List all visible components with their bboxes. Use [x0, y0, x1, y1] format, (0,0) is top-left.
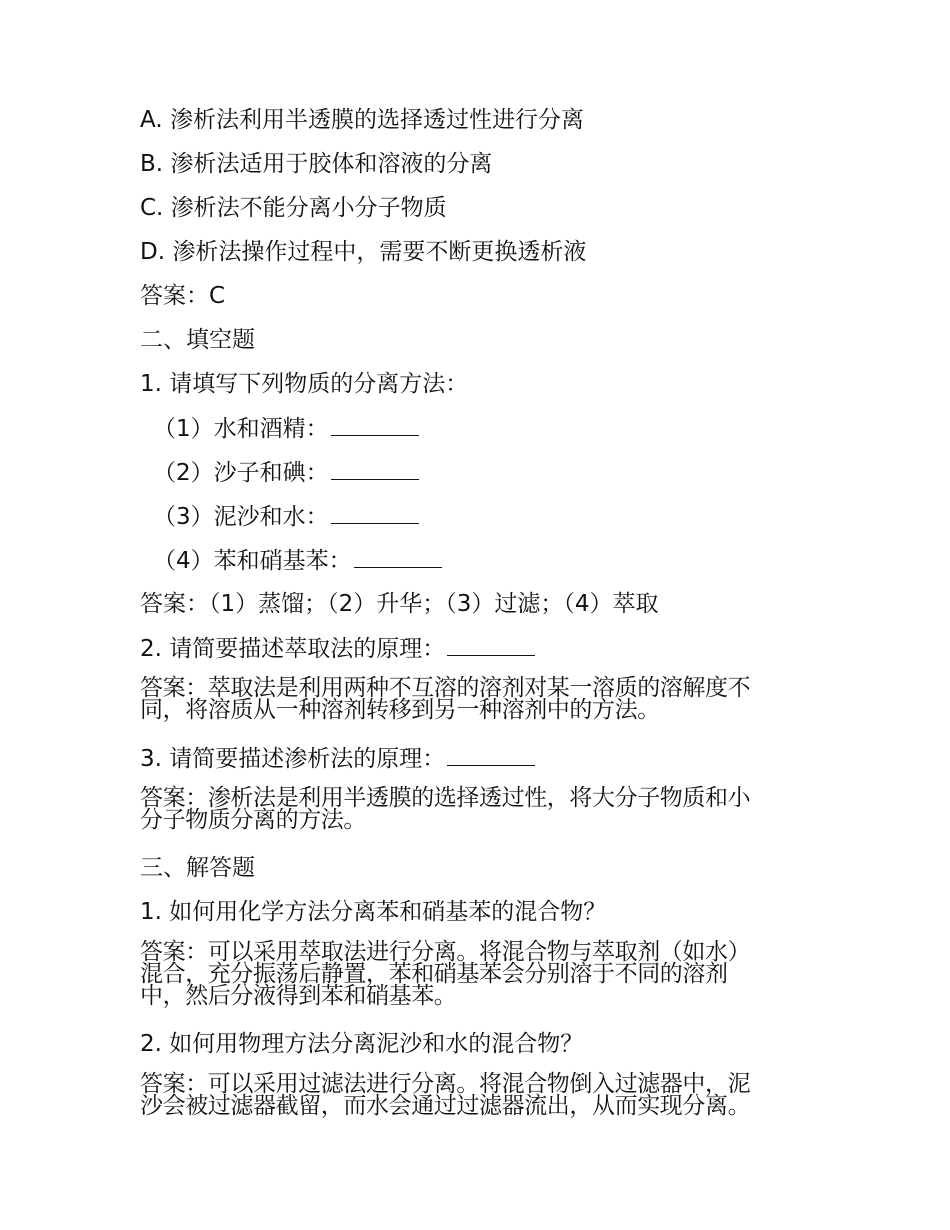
- answer-line: 分子物质分离的方法。: [140, 807, 367, 833]
- answer-blank: [331, 455, 419, 480]
- solve-q1-prompt: 1. 如何用化学方法分离苯和硝基苯的混合物？: [140, 899, 607, 925]
- answer-line: 中，然后分液得到苯和硝基苯。: [140, 983, 457, 1009]
- fill-in-q2-answer: [140, 677, 820, 721]
- fill-in-q1-item: [140, 499, 820, 533]
- section-heading-fill-in: 二、填空题: [140, 327, 255, 353]
- answer-line: 答案：萃取法是利用两种不互溶的溶剂对某一溶质的溶解度不: [140, 675, 751, 701]
- choice-d: D. 渗析法操作过程中，需要不断更换透析液: [140, 239, 587, 265]
- solve-q1-answer: [140, 941, 820, 1007]
- solve-q2-prompt: 2. 如何用物理方法分离泥沙和水的混合物？: [140, 1031, 584, 1057]
- answer-blank: [447, 631, 535, 656]
- fill-in-q1-item-label: （1）水和酒精：: [153, 416, 329, 442]
- fill-in-q1-item: [140, 455, 820, 489]
- choice-b: B. 渗析法适用于胶体和溶液的分离: [140, 151, 493, 177]
- fill-in-q2-prompt: 2. 请简要描述萃取法的原理：: [140, 636, 446, 662]
- answer-line: 答案：渗析法是利用半透膜的选择透过性，将大分子物质和小: [140, 785, 751, 811]
- answer-blank: [331, 499, 419, 524]
- fill-in-q1-item: [140, 543, 820, 577]
- answer-blank: [331, 411, 419, 436]
- answer-line: 沙会被过滤器截留，而水会通过过滤器流出，从而实现分离。: [140, 1093, 751, 1119]
- section-heading-solve: 三、解答题: [140, 855, 255, 881]
- answer-blank: [447, 741, 535, 766]
- fill-in-q2-prompt-row: [140, 631, 820, 665]
- fill-in-q1-item-label: （3）泥沙和水：: [153, 504, 329, 530]
- choice-answer: 答案：C: [140, 283, 226, 309]
- choice-a: A. 渗析法利用半透膜的选择透过性进行分离: [140, 107, 584, 133]
- document-page: [140, 103, 820, 1137]
- fill-in-q1-item: [140, 411, 820, 445]
- answer-blank: [354, 543, 442, 568]
- answer-line: 答案：可以采用萃取法进行分离。将混合物与萃取剂（如水）: [140, 939, 751, 965]
- fill-in-q1-item-label: （2）沙子和碘：: [153, 460, 329, 486]
- answer-line: 答案：可以采用过滤法进行分离。将混合物倒入过滤器中，泥: [140, 1071, 751, 1097]
- solve-q2-answer: [140, 1073, 820, 1117]
- fill-in-q1-item-label: （4）苯和硝基苯：: [153, 548, 352, 574]
- fill-in-q3-answer: [140, 787, 820, 831]
- fill-in-q3-prompt-row: [140, 741, 820, 775]
- choice-c: C. 渗析法不能分离小分子物质: [140, 195, 447, 221]
- fill-in-q3-prompt: 3. 请简要描述渗析法的原理：: [140, 746, 446, 772]
- answer-line: 混合，充分振荡后静置，苯和硝基苯会分别溶于不同的溶剂: [140, 961, 728, 987]
- answer-line: 同，将溶质从一种溶剂转移到另一种溶剂中的方法。: [140, 697, 660, 723]
- fill-in-q1-answer: 答案：（1）蒸馏；（2）升华；（3）过滤；（4）萃取: [140, 591, 659, 617]
- fill-in-q1-prompt: 1. 请填写下列物质的分离方法：: [140, 371, 469, 397]
